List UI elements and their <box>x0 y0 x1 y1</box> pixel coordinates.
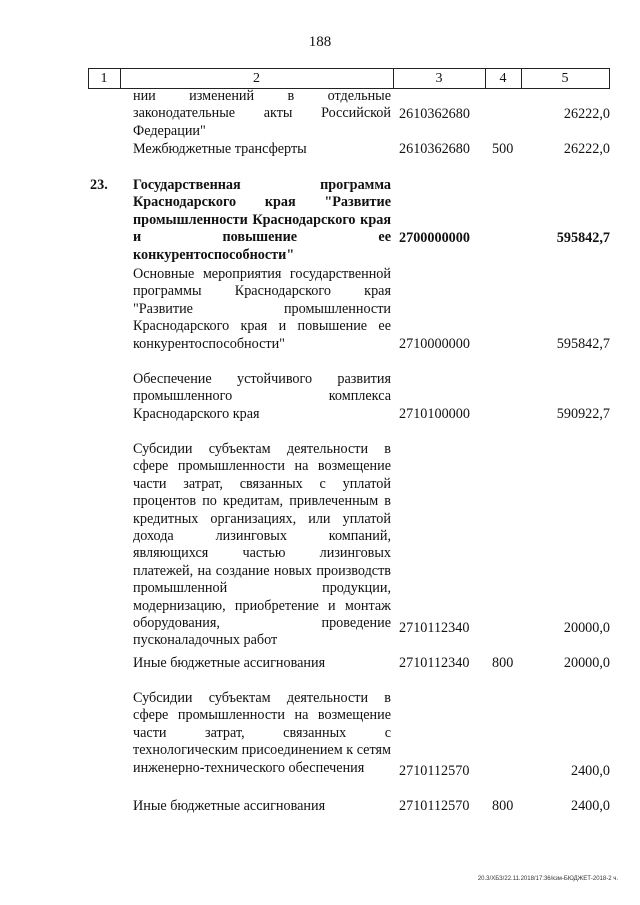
column-header-1: 1 <box>100 71 108 86</box>
column-header-3: 3 <box>435 71 443 86</box>
row-code: 2710112340 <box>399 620 470 636</box>
row-code: 2710112570 <box>399 763 470 779</box>
column-header-5: 5 <box>561 71 569 86</box>
footer-stamp: 20.3/ХБЗ/22.11.2018/17:36/кзм-БЮДЖЕТ-2018-2 ч. <box>477 876 618 882</box>
row-name: Межбюджетные трансферты <box>133 141 307 157</box>
row-name: Субсидии субъектам деятельности в сфере промышленности на возмещение части затрат, связанных с уплатой процентов по кредитам, привлеченным в кредитных организациях, или уплатой дохода лизинговых компаний, являющихся частью лизинговых платежей, на создание новых производств промышленной продукции, модернизацию, приобретение и монтаж оборудования, проведение пусконаладочных работ <box>133 441 391 649</box>
column-header-2: 2 <box>253 71 260 86</box>
row-name: Иные бюджетные ассигнования <box>133 655 326 671</box>
row-amount: 26222,0 <box>563 141 610 157</box>
row-code: 2610362680 <box>399 106 470 122</box>
row-code: 2610362680 <box>399 141 470 157</box>
row-amount: 20000,0 <box>563 655 610 671</box>
row-amount: 20000,0 <box>563 620 610 636</box>
row-name: Иные бюджетные ассигнования <box>133 798 326 814</box>
row-code: 2710000000 <box>399 336 470 352</box>
row-amount: 590922,7 <box>556 406 610 422</box>
row-name: Субсидии субъектам деятельности в сфере промышленности на возмещение части затрат, связанных с технологическим присоединением к сетям инженерно-технического обеспечения <box>133 690 391 776</box>
row-expense-type: 800 <box>492 798 514 814</box>
row-name: Обеспечение устойчивого развития промышленного комплекса Краснодарского края <box>133 371 391 422</box>
row-expense-type: 800 <box>492 655 514 671</box>
row-name: Основные мероприятия государственной программы Краснодарского края "Развитие промышленности Краснодарского края и повышение ее конкурентоспособности" <box>133 266 391 352</box>
row-number: 23. <box>90 177 108 193</box>
page-number: 188 <box>308 34 332 50</box>
row-amount: 595842,7 <box>556 230 610 246</box>
row-code: 2700000000 <box>399 230 470 246</box>
row-amount: 2400,0 <box>570 763 610 779</box>
row-amount: 26222,0 <box>563 106 610 122</box>
row-code: 2710112570 <box>399 798 470 814</box>
column-header-4: 4 <box>499 71 507 86</box>
row-name: нии изменений в отдельные законодательные акты Российской Федерации" <box>133 88 391 139</box>
row-expense-type: 500 <box>492 141 514 157</box>
row-amount: 595842,7 <box>556 336 610 352</box>
row-code: 2710100000 <box>399 406 470 422</box>
row-code: 2710112340 <box>399 655 470 671</box>
column-header-row <box>88 68 610 89</box>
row-amount: 2400,0 <box>570 798 610 814</box>
row-name: Государственная программа Краснодарского края "Развитие промышленности Краснодарского края и повышение ее конкурентоспособности" <box>133 177 391 263</box>
